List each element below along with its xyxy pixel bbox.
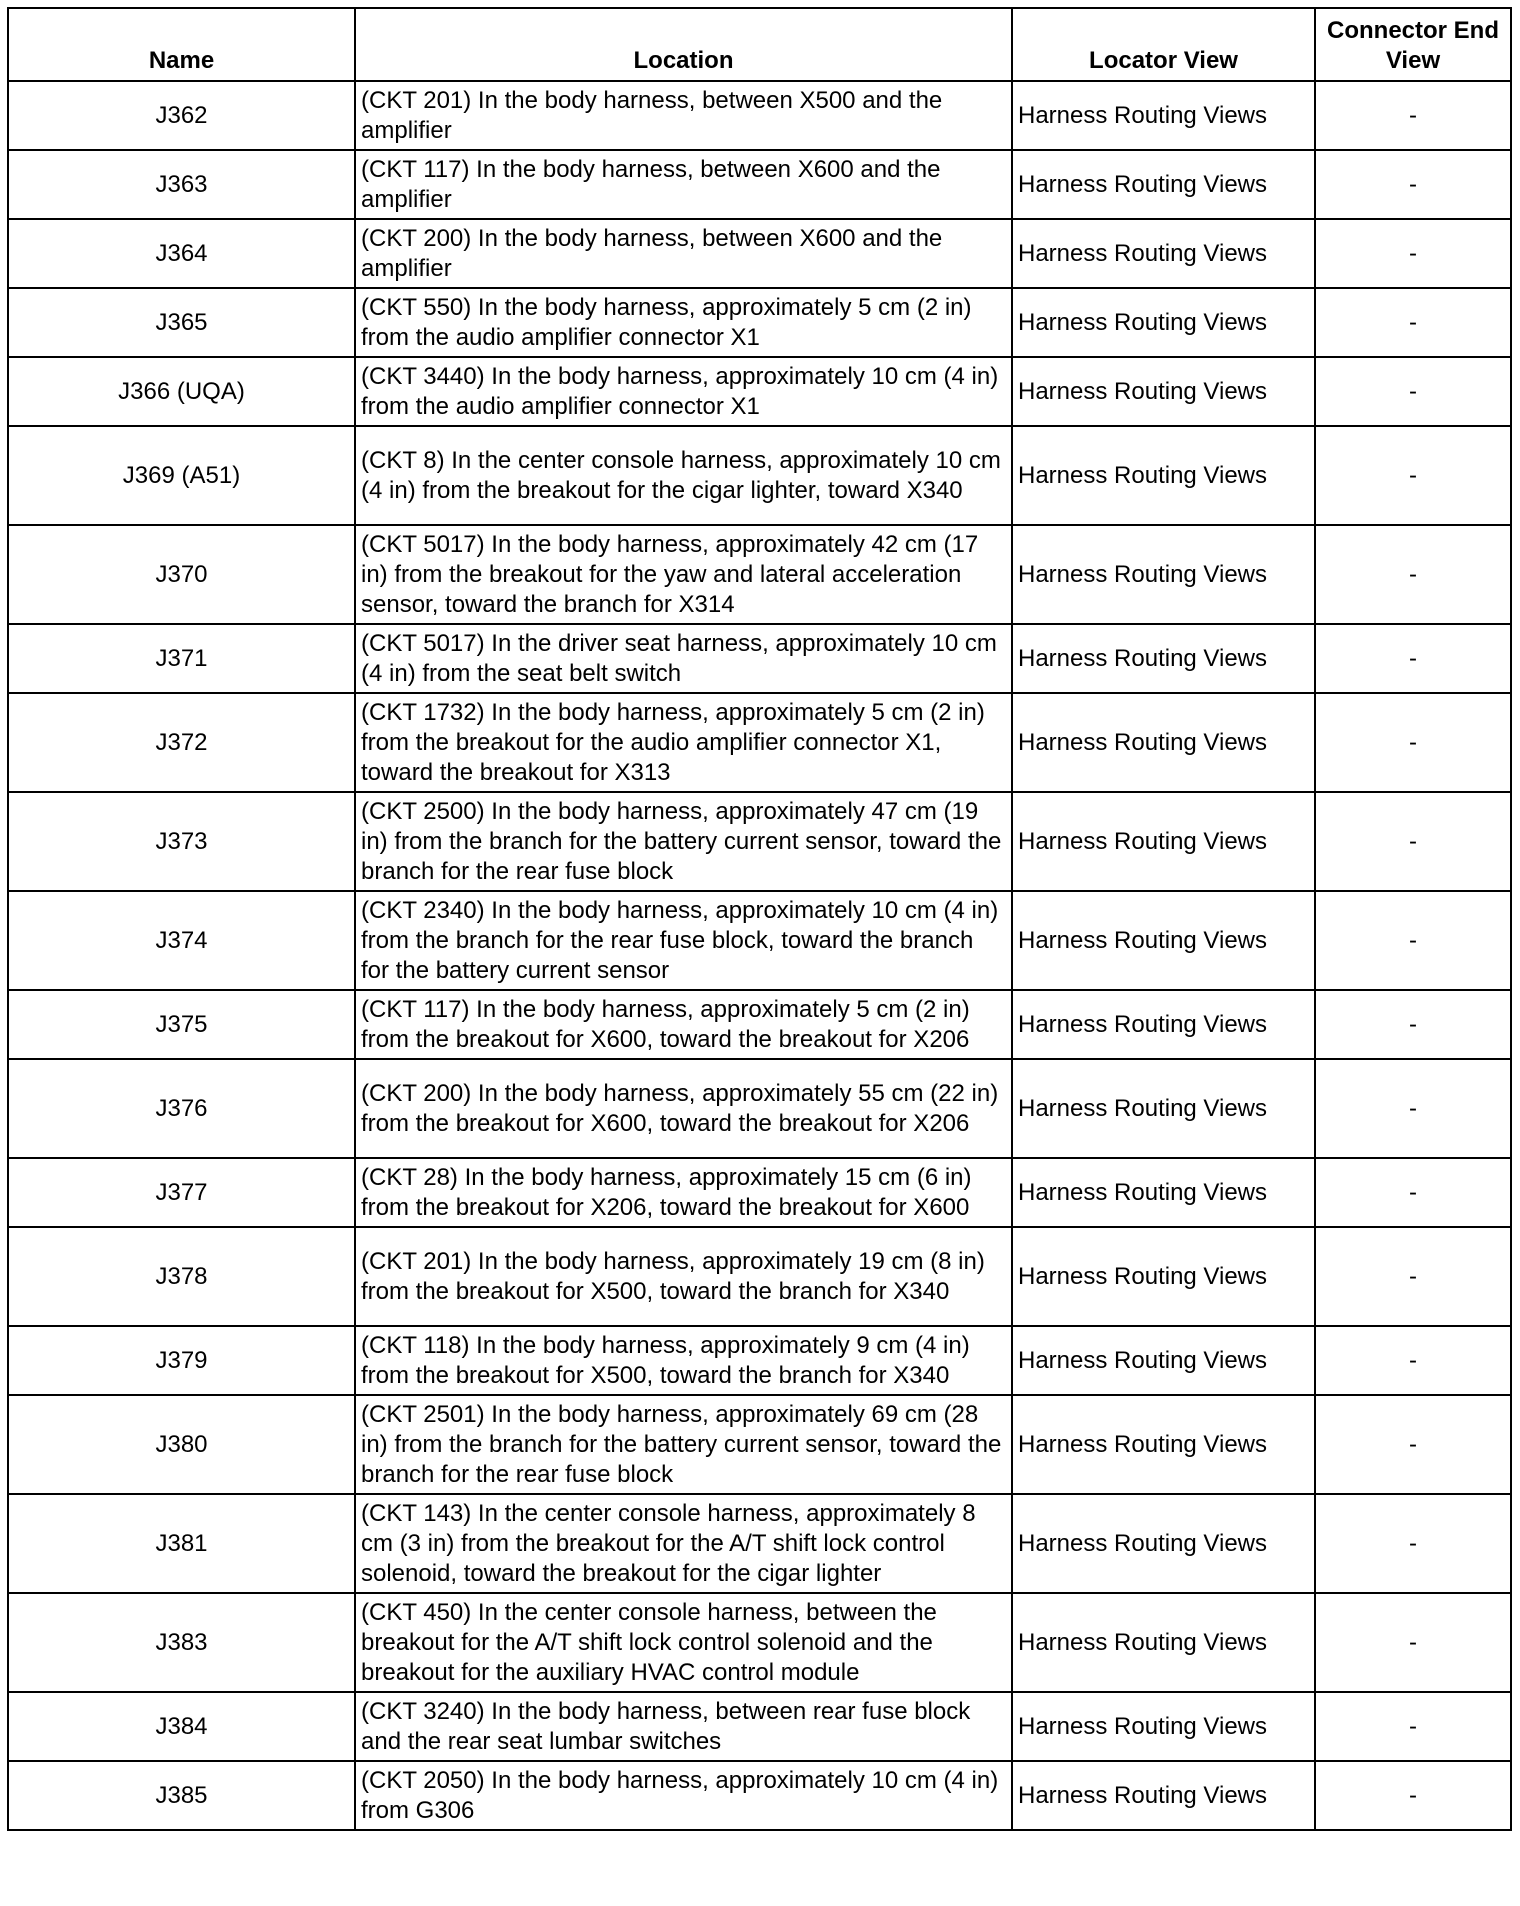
header-locator-view: Locator View xyxy=(1012,8,1315,81)
locator-view-cell: Harness Routing Views xyxy=(1012,1059,1315,1158)
splice-name-cell: J378 xyxy=(8,1227,355,1326)
splice-name-cell: J374 xyxy=(8,891,355,990)
locator-view-cell: Harness Routing Views xyxy=(1012,990,1315,1059)
location-cell: (CKT 2050) In the body harness, approximately 10 cm (4 in) from G306 xyxy=(355,1761,1012,1830)
table-body xyxy=(8,81,1511,1830)
connector-end-view-cell: - xyxy=(1315,150,1511,219)
splice-name-cell: J369 (A51) xyxy=(8,426,355,525)
locator-view-cell: Harness Routing Views xyxy=(1012,1227,1315,1326)
table-row xyxy=(8,624,1511,693)
locator-view-cell: Harness Routing Views xyxy=(1012,1761,1315,1830)
splice-name-cell: J370 xyxy=(8,525,355,624)
splice-location-table xyxy=(7,7,1512,1831)
header-row xyxy=(8,8,1511,81)
splice-name-cell: J385 xyxy=(8,1761,355,1830)
table-row xyxy=(8,1326,1511,1395)
locator-view-cell: Harness Routing Views xyxy=(1012,1494,1315,1593)
locator-view-cell: Harness Routing Views xyxy=(1012,792,1315,891)
table-row xyxy=(8,357,1511,426)
table-row xyxy=(8,426,1511,525)
locator-view-cell: Harness Routing Views xyxy=(1012,891,1315,990)
location-cell: (CKT 201) In the body harness, approximately 19 cm (8 in) from the breakout for X500, toward the branch for X340 xyxy=(355,1227,1012,1326)
locator-view-cell: Harness Routing Views xyxy=(1012,150,1315,219)
locator-view-cell: Harness Routing Views xyxy=(1012,1326,1315,1395)
header-name: Name xyxy=(8,8,355,81)
splice-name-cell: J364 xyxy=(8,219,355,288)
connector-end-view-cell: - xyxy=(1315,891,1511,990)
location-cell: (CKT 200) In the body harness, between X600 and the amplifier xyxy=(355,219,1012,288)
locator-view-cell: Harness Routing Views xyxy=(1012,1395,1315,1494)
locator-view-cell: Harness Routing Views xyxy=(1012,219,1315,288)
splice-name-cell: J380 xyxy=(8,1395,355,1494)
connector-end-view-cell: - xyxy=(1315,525,1511,624)
location-cell: (CKT 3240) In the body harness, between rear fuse block and the rear seat lumbar switches xyxy=(355,1692,1012,1761)
location-cell: (CKT 2500) In the body harness, approximately 47 cm (19 in) from the branch for the battery current sensor, toward the branch for the rear fuse block xyxy=(355,792,1012,891)
location-cell: (CKT 5017) In the body harness, approximately 42 cm (17 in) from the breakout for the yaw and lateral acceleration sensor, toward the branch for X314 xyxy=(355,525,1012,624)
header-location: Location xyxy=(355,8,1012,81)
table-header xyxy=(8,8,1511,81)
table-row xyxy=(8,81,1511,150)
table-row xyxy=(8,792,1511,891)
table-row xyxy=(8,150,1511,219)
location-cell: (CKT 200) In the body harness, approximately 55 cm (22 in) from the breakout for X600, toward the breakout for X206 xyxy=(355,1059,1012,1158)
table-row xyxy=(8,1494,1511,1593)
splice-name-cell: J375 xyxy=(8,990,355,1059)
connector-end-view-cell: - xyxy=(1315,357,1511,426)
connector-end-view-cell: - xyxy=(1315,792,1511,891)
splice-name-cell: J366 (UQA) xyxy=(8,357,355,426)
connector-end-view-cell: - xyxy=(1315,624,1511,693)
splice-name-cell: J377 xyxy=(8,1158,355,1227)
splice-table-container xyxy=(7,7,1512,1831)
connector-end-view-cell: - xyxy=(1315,1227,1511,1326)
connector-end-view-cell: - xyxy=(1315,1158,1511,1227)
header-connector-end-view: Connector End View xyxy=(1315,8,1511,81)
location-cell: (CKT 201) In the body harness, between X500 and the amplifier xyxy=(355,81,1012,150)
location-cell: (CKT 28) In the body harness, approximately 15 cm (6 in) from the breakout for X206, toward the breakout for X600 xyxy=(355,1158,1012,1227)
table-row xyxy=(8,525,1511,624)
locator-view-cell: Harness Routing Views xyxy=(1012,357,1315,426)
location-cell: (CKT 143) In the center console harness, approximately 8 cm (3 in) from the breakout for the A/T shift lock control solenoid, toward the breakout for the cigar lighter xyxy=(355,1494,1012,1593)
connector-end-view-cell: - xyxy=(1315,81,1511,150)
location-cell: (CKT 1732) In the body harness, approximately 5 cm (2 in) from the breakout for the audio amplifier connector X1, toward the breakout for X313 xyxy=(355,693,1012,792)
connector-end-view-cell: - xyxy=(1315,426,1511,525)
locator-view-cell: Harness Routing Views xyxy=(1012,525,1315,624)
table-row xyxy=(8,1761,1511,1830)
splice-name-cell: J363 xyxy=(8,150,355,219)
location-cell: (CKT 2340) In the body harness, approximately 10 cm (4 in) from the branch for the rear fuse block, toward the branch for the battery current sensor xyxy=(355,891,1012,990)
location-cell: (CKT 550) In the body harness, approximately 5 cm (2 in) from the audio amplifier connector X1 xyxy=(355,288,1012,357)
table-row xyxy=(8,1227,1511,1326)
location-cell: (CKT 118) In the body harness, approximately 9 cm (4 in) from the breakout for X500, toward the branch for X340 xyxy=(355,1326,1012,1395)
location-cell: (CKT 5017) In the driver seat harness, approximately 10 cm (4 in) from the seat belt switch xyxy=(355,624,1012,693)
splice-name-cell: J365 xyxy=(8,288,355,357)
locator-view-cell: Harness Routing Views xyxy=(1012,1593,1315,1692)
locator-view-cell: Harness Routing Views xyxy=(1012,288,1315,357)
table-row xyxy=(8,219,1511,288)
connector-end-view-cell: - xyxy=(1315,990,1511,1059)
connector-end-view-cell: - xyxy=(1315,693,1511,792)
table-row xyxy=(8,1059,1511,1158)
locator-view-cell: Harness Routing Views xyxy=(1012,1158,1315,1227)
location-cell: (CKT 8) In the center console harness, approximately 10 cm (4 in) from the breakout for the cigar lighter, toward X340 xyxy=(355,426,1012,525)
connector-end-view-cell: - xyxy=(1315,1395,1511,1494)
splice-name-cell: J376 xyxy=(8,1059,355,1158)
locator-view-cell: Harness Routing Views xyxy=(1012,1692,1315,1761)
table-row xyxy=(8,288,1511,357)
splice-name-cell: J371 xyxy=(8,624,355,693)
location-cell: (CKT 3440) In the body harness, approximately 10 cm (4 in) from the audio amplifier connector X1 xyxy=(355,357,1012,426)
connector-end-view-cell: - xyxy=(1315,1494,1511,1593)
connector-end-view-cell: - xyxy=(1315,1326,1511,1395)
location-cell: (CKT 2501) In the body harness, approximately 69 cm (28 in) from the branch for the battery current sensor, toward the branch for the rear fuse block xyxy=(355,1395,1012,1494)
locator-view-cell: Harness Routing Views xyxy=(1012,624,1315,693)
table-row xyxy=(8,1158,1511,1227)
table-row xyxy=(8,990,1511,1059)
splice-name-cell: J362 xyxy=(8,81,355,150)
location-cell: (CKT 117) In the body harness, between X600 and the amplifier xyxy=(355,150,1012,219)
locator-view-cell: Harness Routing Views xyxy=(1012,81,1315,150)
table-row xyxy=(8,891,1511,990)
connector-end-view-cell: - xyxy=(1315,1593,1511,1692)
connector-end-view-cell: - xyxy=(1315,288,1511,357)
splice-name-cell: J379 xyxy=(8,1326,355,1395)
connector-end-view-cell: - xyxy=(1315,219,1511,288)
location-cell: (CKT 117) In the body harness, approximately 5 cm (2 in) from the breakout for X600, toward the breakout for X206 xyxy=(355,990,1012,1059)
table-row xyxy=(8,1593,1511,1692)
table-row xyxy=(8,1692,1511,1761)
table-row xyxy=(8,1395,1511,1494)
connector-end-view-cell: - xyxy=(1315,1692,1511,1761)
table-row xyxy=(8,693,1511,792)
splice-name-cell: J383 xyxy=(8,1593,355,1692)
locator-view-cell: Harness Routing Views xyxy=(1012,693,1315,792)
splice-name-cell: J372 xyxy=(8,693,355,792)
locator-view-cell: Harness Routing Views xyxy=(1012,426,1315,525)
location-cell: (CKT 450) In the center console harness, between the breakout for the A/T shift lock control solenoid and the breakout for the auxiliary HVAC control module xyxy=(355,1593,1012,1692)
splice-name-cell: J381 xyxy=(8,1494,355,1593)
splice-name-cell: J384 xyxy=(8,1692,355,1761)
splice-name-cell: J373 xyxy=(8,792,355,891)
connector-end-view-cell: - xyxy=(1315,1761,1511,1830)
connector-end-view-cell: - xyxy=(1315,1059,1511,1158)
